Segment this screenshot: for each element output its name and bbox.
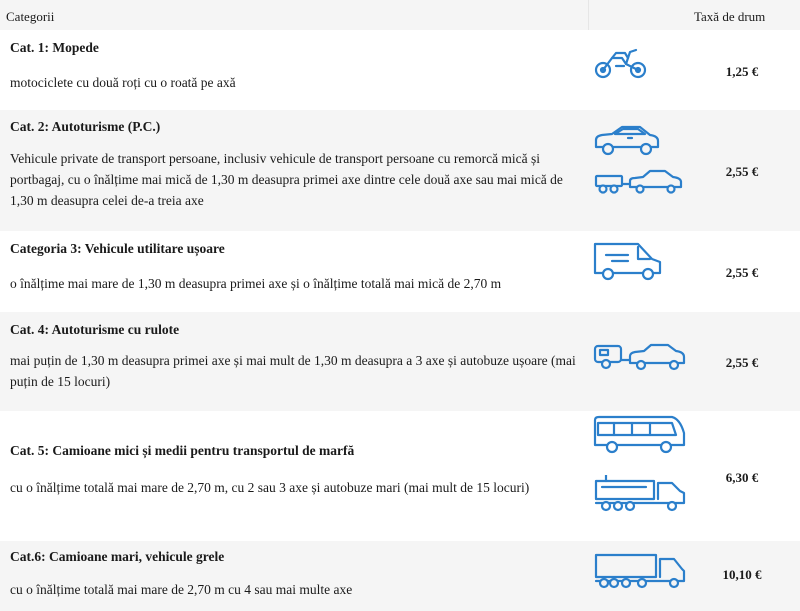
car-icon xyxy=(592,123,662,159)
table-row-cat-3 xyxy=(0,231,800,312)
header-divider xyxy=(588,0,589,30)
bus-icon xyxy=(592,415,688,457)
row-description: Vehicule private de transport persoane, inclusiv vehicule de transport persoane cu remorcă mică și portbagaj, cu o înălțime mai mică de 1,30 m deasupra primei axe dintre cele două axe sau mai mică de 1,30 m deasupra celei de-a treia axe xyxy=(10,151,563,208)
row-price: 1,25 € xyxy=(725,64,759,79)
row-price: 2,55 € xyxy=(725,355,759,370)
car-with-trailer-icon xyxy=(593,168,685,196)
row-title: Categoria 3: Vehicule utilitare ușoare xyxy=(10,241,225,256)
row-description: cu o înălțime totală mai mare de 2,70 m cu 4 sau mai multe axe xyxy=(10,582,353,597)
row-price: 2,55 € xyxy=(725,164,759,179)
table-row-cat-6 xyxy=(0,541,800,611)
row-description: mai puțin de 1,30 m deasupra primei axe și mai mult de 1,30 m deasupra a 3 axe și autobuze ușoare (mai puțin de 15 locuri) xyxy=(10,353,576,389)
row-price: 6,30 € xyxy=(725,470,759,485)
dump-truck-icon xyxy=(592,475,688,515)
motorcycle-icon xyxy=(592,44,650,80)
van-icon xyxy=(592,239,664,283)
row-description: motociclete cu două roți cu o roată pe axă xyxy=(10,75,236,90)
heavy-truck-icon xyxy=(592,551,688,591)
price-column-header: Taxă de drum xyxy=(694,9,766,24)
row-price: 2,55 € xyxy=(725,265,759,280)
car-with-caravan-icon xyxy=(592,342,688,372)
table-row-cat-4 xyxy=(0,312,800,411)
category-column-header: Categorii xyxy=(6,9,55,24)
table-row-cat-5 xyxy=(0,411,800,541)
table-row-cat-1 xyxy=(0,30,800,110)
table-row-cat-2 xyxy=(0,110,800,231)
table-header xyxy=(0,0,800,30)
row-title: Cat. 2: Autoturisme (P.C.) xyxy=(10,119,161,134)
row-price: 10,10 € xyxy=(722,567,762,582)
row-title: Cat. 1: Mopede xyxy=(10,40,99,55)
row-description: o înălțime mai mare de 1,30 m deasupra primei axe și o înălțime totală mai mică de 2,70 m xyxy=(10,276,502,291)
row-title: Cat. 5: Camioane mici și medii pentru transportul de marfă xyxy=(10,443,355,458)
row-description: cu o înălțime totală mai mare de 2,70 m, cu 2 sau 3 axe și autobuze mari (mai mult de 15 locuri) xyxy=(10,480,530,495)
row-title: Cat.6: Camioane mari, vehicule grele xyxy=(10,549,225,564)
row-title: Cat. 4: Autoturisme cu rulote xyxy=(10,322,180,337)
